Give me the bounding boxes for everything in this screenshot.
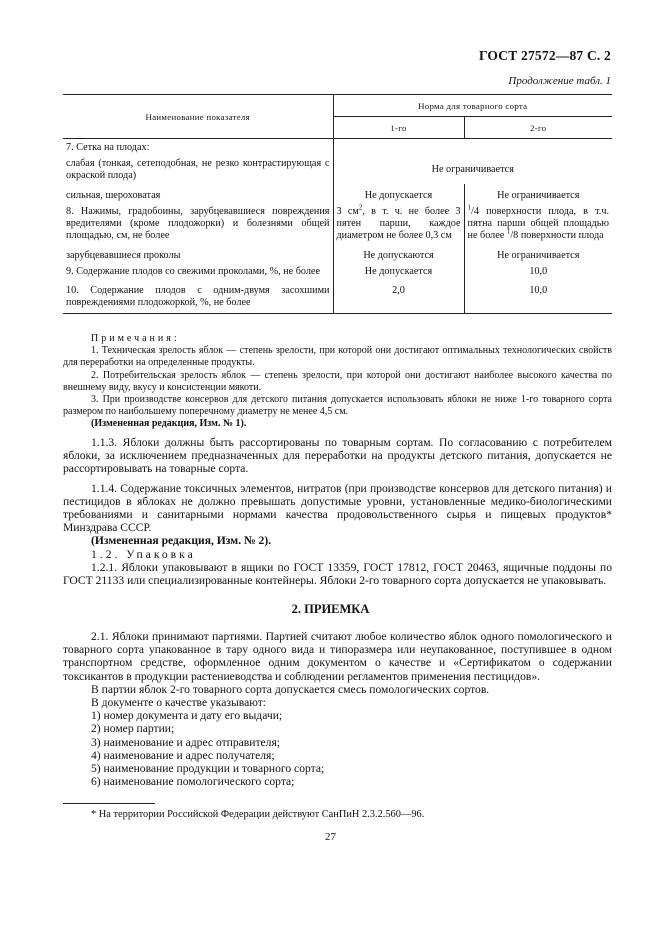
column-header-norm: Норма для товарного сорта (333, 95, 612, 117)
list-item: 2) номер партии; (91, 722, 175, 736)
row-8b-grade-1: Не допускаются (333, 244, 464, 264)
row-8-name: 8. Нажимы, градобоины, зарубцевавшиеся повреждения вредителями (кроме плодожорки) и болезнями общей площадью, см, не более (63, 204, 333, 244)
paragraph-1-1-4: 1.1.4. Содержание токсичных элементов, нитратов (при производстве консервов для детского питания) и пестицидов в яблоках не должно превышать допустимые уровни, установленные медико-биологическими требованиями и санитарными нормами качества продовольственного сырья и пищевых продуктов* Минздрава СССР. (63, 481, 612, 535)
note-3: 3. При производстве консервов для детского питания допускается использовать яблоки не ниже 1-го товарного сорта размером по наибольшему поперечному диаметру не менее 4,5 см. (63, 394, 612, 418)
list-item: 3) наименование и адрес отправителя; (91, 735, 281, 749)
paragraph-1-2-1: 1.2.1. Яблоки упаковывают в ящики по ГОСТ 13359, ГОСТ 17812, ГОСТ 20463, ящичные поддоны по ГОСТ 21133 или специализированные контейнеры. Яблоки 2-го товарного сорта допускается не упаковывать. (63, 560, 612, 588)
section-1-text (63, 436, 612, 587)
paragraph-2-1: 2.1. Яблоки принимают партиями. Партией считают любое количество яблок одного помологического и товарного сорта упакованное в тару одного вида и типоразмера или неупакованное, поступившее в одном транспортном средстве, оформленное одним документом о качестве и «Сертификатом о содержании токсикантов в продукции растениеводства и соблюдении регламентов применения пестицидов». (63, 630, 612, 683)
note-2: 2. Потребительская зрелость яблок — степень зрелости, при которой они достигают наиболее высокого качества по внешнему виду, вкусу и консистенции мякоти. (63, 369, 612, 393)
row-8b-grade-2: Не ограничивается (497, 250, 580, 261)
standard-code-header: ГОСТ 27572—87 С. 2 (478, 48, 611, 63)
row-9-grade-2: 10,0 (529, 266, 548, 277)
column-header-grade-1: 1-го (333, 117, 464, 139)
list-item: 1) номер документа и дату его выдачи; (91, 709, 283, 723)
page-number: 27 (325, 831, 336, 843)
table-row (63, 139, 612, 157)
subsection-1-2-title: 1.2. Упаковка (91, 547, 196, 561)
table-row (63, 264, 612, 280)
table-row (63, 184, 612, 204)
table-row (63, 280, 612, 314)
footnote-divider (63, 803, 155, 804)
table-row (63, 204, 612, 244)
list-item: 4) наименование и адрес получателя; (91, 748, 275, 762)
row-8-grade-1: 3 $см^2$, в т. ч. не более 3 пятен парши, каждое диаметром не более 0,3 см (333, 204, 464, 244)
row-7b-name: сильная, шероховатая (63, 184, 333, 204)
column-header-grade-2: 2-го (464, 117, 612, 139)
row-8b-name: зарубцевавшиеся проколы (63, 244, 333, 264)
paragraph-mix: В партии яблок 2-го товарного сорта допускается смесь помологических сортов. (91, 682, 490, 696)
paragraph-doc: В документе о качестве указывают: (91, 696, 267, 710)
amendment-2: (Измененная редакция, Изм. № 2). (91, 534, 272, 548)
section-2-text (63, 630, 612, 788)
table-row (63, 244, 612, 264)
row-9-grade-1: Не допускается (333, 264, 464, 280)
notes-title: Примечания: (91, 333, 180, 344)
table-header-row (63, 95, 612, 117)
paragraph-1-1-3: 1.1.3. Яблоки должны быть рассортированы по товарным сортам. По согласованию с потребителем яблоки, за исключением предназначенных для переработки на продукты детского питания, допускается не рассортировывать на товарные сорта. (63, 436, 612, 476)
table-continuation-label: Продолжение табл. 1 (508, 75, 611, 87)
row-7b-grade-2: Не ограничивается (497, 190, 580, 201)
section-2-title: 2. ПРИЕМКА (291, 602, 370, 616)
row-7a-value: Не ограничивается (431, 164, 514, 175)
column-header-name: Наименование показателя (63, 95, 333, 139)
note-1: 1. Техническая зрелость яблок — степень зрелости, при которой они достигают оптимальных технологических свойств для переработки на определенные продукты. (63, 345, 612, 369)
row-7a-name: слабая (тонкая, сетеподобная, не резко контрастирующая с окраской плода) (63, 156, 333, 184)
table-notes (63, 333, 612, 431)
table-row (63, 156, 612, 184)
norms-table (63, 94, 612, 314)
list-item: 6) наименование помологического сорта; (91, 775, 295, 789)
row-10-name: 10. Содержание плодов с одним-двумя засохшими повреждениями плодожоркой, %, не более (63, 280, 333, 314)
list-item: 5) наименование продукции и товарного сорта; (91, 762, 325, 776)
amendment-1: (Измененная редакция, Изм. № 1). (91, 418, 247, 430)
row-9-name: 9. Содержание плодов со свежими проколами, %, не более (63, 264, 333, 280)
row-7-title: 7. Сетка на плодах: (63, 139, 333, 157)
row-8-grade-2: $^1$/4 поверхности плода, в т.ч. пятна парши общей площадью не более $^1$/8 поверхности плода (467, 203, 609, 241)
row-7b-grade-1: Не допускается (333, 184, 464, 204)
row-10-grade-1: 2,0 (333, 280, 464, 314)
footnote: * На территории Российской Федерации действуют СанПиН 2.3.2.560—96. (91, 809, 425, 820)
row-10-grade-2: 10,0 (464, 280, 612, 314)
